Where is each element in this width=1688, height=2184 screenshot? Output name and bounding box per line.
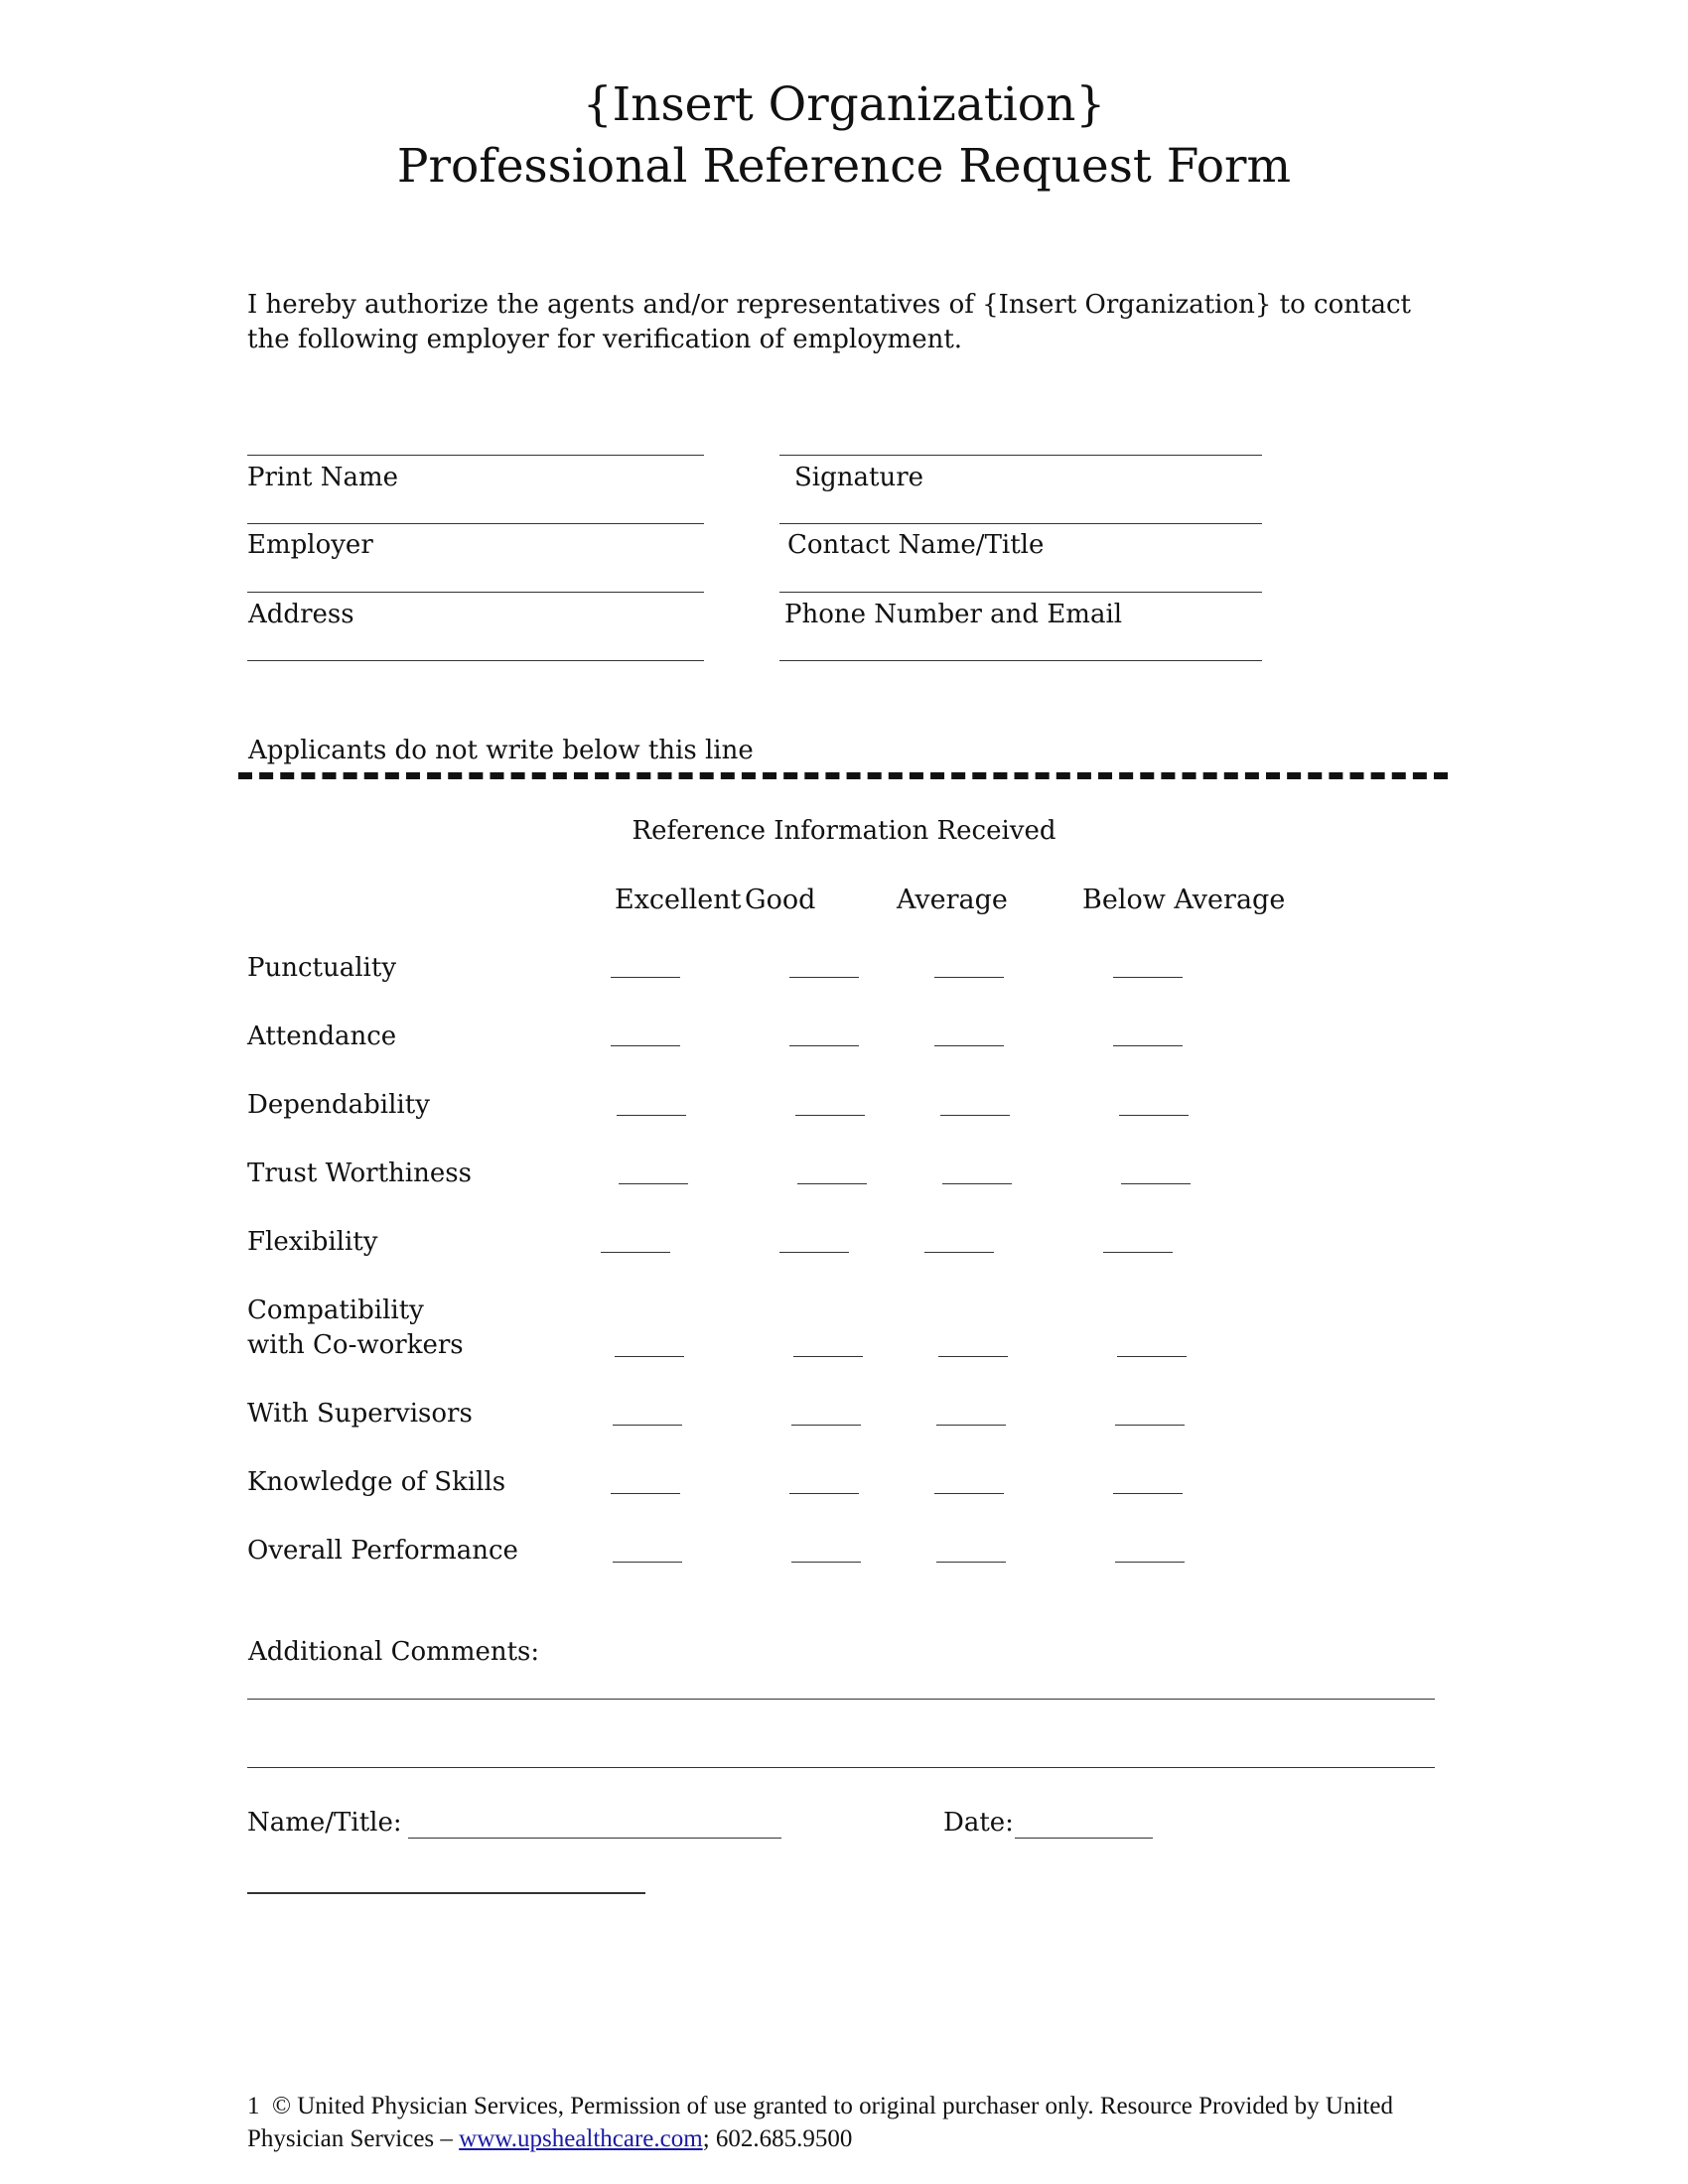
rating-blank[interactable]: [1115, 1562, 1185, 1563]
comments-line-2[interactable]: [247, 1767, 1435, 1768]
column-excellent: Excellent: [615, 885, 742, 915]
rating-blank[interactable]: [1117, 1356, 1187, 1357]
date-line[interactable]: [1015, 1838, 1153, 1839]
dashed-divider: [238, 772, 1448, 779]
rating-blank[interactable]: [936, 1425, 1006, 1426]
rating-blank[interactable]: [934, 977, 1004, 978]
rating-row-label: Knowledge of Skills: [247, 1467, 506, 1497]
rating-row-label: Flexibility: [247, 1227, 378, 1257]
rating-blank[interactable]: [940, 1115, 1010, 1116]
column-below-average: Below Average: [1082, 885, 1286, 915]
rating-row-label: With Supervisors: [247, 1399, 473, 1429]
rating-blank[interactable]: [611, 1493, 680, 1494]
column-good: Good: [745, 885, 816, 915]
name-title-line[interactable]: [408, 1838, 781, 1839]
divider-label: Applicants do not write below this line: [248, 736, 754, 765]
rating-row-label: Punctuality: [247, 953, 397, 983]
rating-blank[interactable]: [613, 1562, 682, 1563]
form-title: Professional Reference Request Form: [396, 139, 1292, 194]
rating-blank[interactable]: [1113, 1493, 1183, 1494]
rating-blank[interactable]: [797, 1183, 867, 1184]
rating-blank[interactable]: [924, 1252, 994, 1253]
rating-blank[interactable]: [789, 977, 859, 978]
rating-blank[interactable]: [611, 1045, 680, 1046]
rating-row-label: Compatibility with Co-workers: [247, 1296, 464, 1360]
phone-email-label: Phone Number and Email: [784, 600, 1123, 629]
rating-blank[interactable]: [611, 977, 680, 978]
rating-blank[interactable]: [615, 1356, 684, 1357]
rating-blank[interactable]: [934, 1493, 1004, 1494]
rating-blank[interactable]: [1115, 1425, 1185, 1426]
footer-phone: ; 602.685.9500: [702, 2125, 853, 2152]
footer-copyright: © United Physician Services, Permission of use granted to original purchaser only. Resource Provided by United Physician Services –: [247, 2093, 1393, 2152]
contact-line-top: [779, 523, 1262, 524]
date-label: Date:: [943, 1808, 1014, 1838]
rating-blank[interactable]: [789, 1045, 859, 1046]
footer-link[interactable]: www.upshealthcare.com: [459, 2125, 703, 2152]
rating-blank[interactable]: [1121, 1183, 1191, 1184]
rating-blank[interactable]: [791, 1425, 861, 1426]
footer: [247, 2090, 1488, 2155]
phone-email-line[interactable]: [779, 660, 1262, 661]
rating-blank[interactable]: [613, 1425, 682, 1426]
comments-line-1[interactable]: [247, 1699, 1435, 1700]
additional-comments-label: Additional Comments:: [248, 1637, 540, 1667]
rating-blank[interactable]: [1113, 1045, 1183, 1046]
org-title: {Insert Organization}: [582, 77, 1106, 132]
phone-line-top: [779, 592, 1262, 593]
address-line[interactable]: [247, 660, 704, 661]
print-name-line[interactable]: [247, 455, 704, 456]
signature-line-bottom[interactable]: [247, 1892, 645, 1894]
employer-line-top: [247, 523, 704, 524]
rating-blank[interactable]: [779, 1252, 849, 1253]
contact-name-title-label: Contact Name/Title: [787, 530, 1045, 560]
rating-blank[interactable]: [942, 1183, 1012, 1184]
name-title-label: Name/Title:: [247, 1808, 402, 1838]
reference-section-title: Reference Information Received: [632, 816, 1056, 846]
rating-row-label: Trust Worthiness: [247, 1159, 472, 1188]
print-name-label: Print Name: [247, 463, 398, 492]
rating-blank[interactable]: [789, 1493, 859, 1494]
page-number: 1: [247, 2093, 260, 2119]
authorization-text: I hereby authorize the agents and/or representatives of {Insert Organization} to contact the following employer for verification of employment.: [247, 290, 1411, 354]
rating-blank[interactable]: [934, 1045, 1004, 1046]
rating-blank[interactable]: [1113, 977, 1183, 978]
rating-row-label: Attendance: [247, 1022, 397, 1051]
address-line-top: [247, 592, 704, 593]
column-average: Average: [897, 885, 1008, 915]
rating-blank[interactable]: [601, 1252, 670, 1253]
rating-blank[interactable]: [791, 1562, 861, 1563]
rating-blank[interactable]: [1103, 1252, 1173, 1253]
rating-row-label: Overall Performance: [247, 1536, 518, 1566]
rating-blank[interactable]: [795, 1115, 865, 1116]
rating-blank[interactable]: [617, 1115, 686, 1116]
rating-blank[interactable]: [619, 1183, 688, 1184]
rating-blank[interactable]: [938, 1356, 1008, 1357]
employer-label: Employer: [247, 530, 373, 560]
rating-blank[interactable]: [793, 1356, 863, 1357]
signature-line[interactable]: [779, 455, 1262, 456]
rating-blank[interactable]: [1119, 1115, 1189, 1116]
signature-label: Signature: [794, 463, 924, 492]
rating-blank[interactable]: [936, 1562, 1006, 1563]
rating-row-label: Dependability: [247, 1090, 430, 1120]
address-label: Address: [248, 600, 354, 629]
